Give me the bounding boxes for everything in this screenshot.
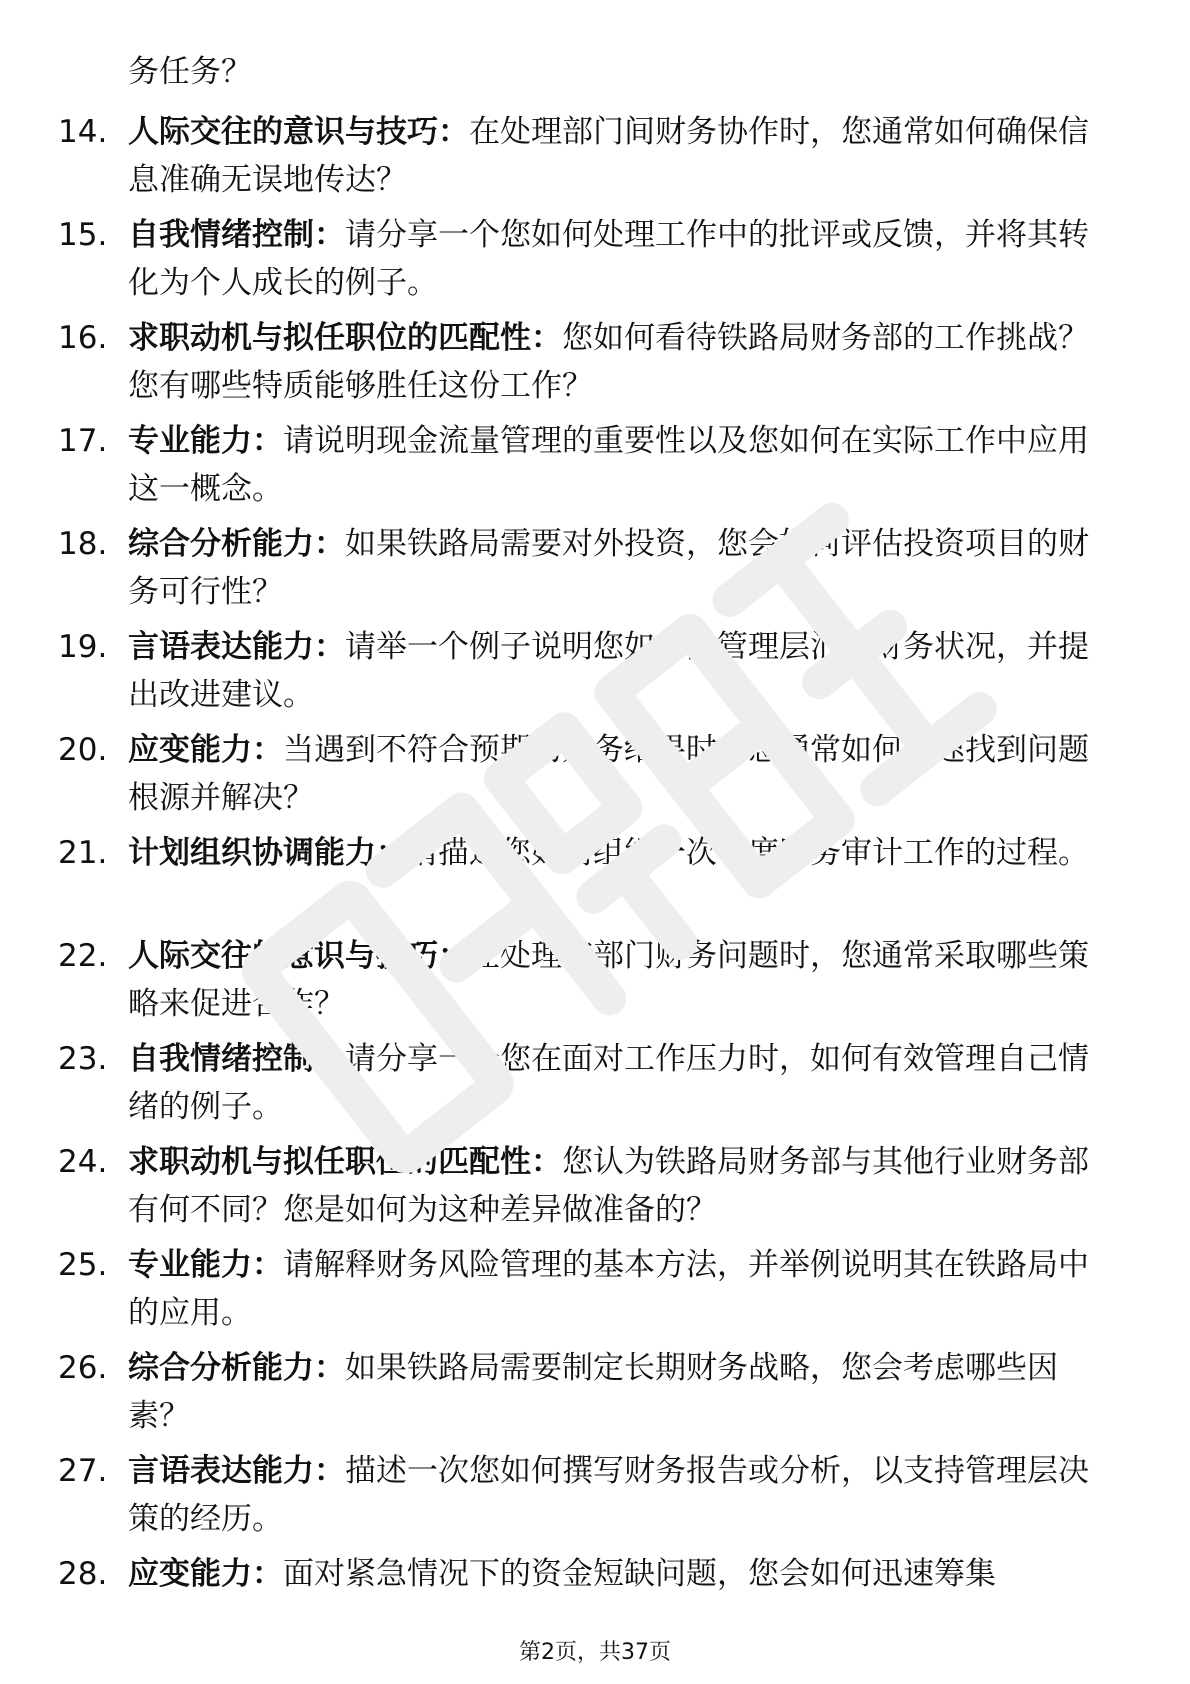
question-text: 请描述您如何组织一次年度财务审计工作的过程。 (407, 835, 1089, 871)
question-item (58, 1035, 1118, 1138)
question-text: 如果铁路局需要对外投资，您会如何评估投资项目的财务可行性？ (128, 526, 1089, 610)
question-topic: 自我情绪控制： (128, 1041, 345, 1077)
question-item (58, 726, 1118, 829)
question-topic: 应变能力： (128, 1556, 283, 1592)
question-number: 14. (58, 114, 108, 150)
question-topic: 求职动机与拟任职位的匹配性： (128, 1144, 562, 1180)
question-item (58, 1138, 1118, 1241)
question-number: 25. (58, 1247, 108, 1283)
question-number: 15. (58, 217, 108, 253)
question-topic: 人际交往的意识与技巧： (128, 114, 469, 150)
question-topic: 人际交往的意识与技巧： (128, 938, 469, 974)
question-item (58, 211, 1118, 314)
question-number: 27. (58, 1453, 108, 1489)
question-item (58, 1241, 1118, 1344)
question-number: 19. (58, 629, 108, 665)
question-topic: 综合分析能力： (128, 526, 345, 562)
question-topic: 求职动机与拟任职位的匹配性： (128, 320, 562, 356)
question-number: 20. (58, 732, 108, 768)
question-text: 请分享一个您在面对工作压力时，如何有效管理自己情绪的例子。 (128, 1041, 1089, 1125)
question-number: 22. (58, 938, 108, 974)
question-text: 请分享一个您如何处理工作中的批评或反馈，并将其转化为个人成长的例子。 (128, 217, 1089, 301)
question-text: 如果铁路局需要制定长期财务战略，您会考虑哪些因素？ (128, 1350, 1058, 1434)
question-number: 17. (58, 423, 108, 459)
question-item (58, 932, 1118, 1035)
question-list (58, 108, 1118, 1653)
page-number: 第2页，共37页 (519, 1640, 671, 1665)
question-topic: 专业能力： (128, 1247, 283, 1283)
question-number: 16. (58, 320, 108, 356)
question-text: 面对紧急情况下的资金短缺问题，您会如何迅速筹集 (283, 1556, 996, 1592)
question-text: 您如何看待铁路局财务部的工作挑战？您有哪些特质能够胜任这份工作？ (128, 320, 1089, 404)
question-text: 请说明现金流量管理的重要性以及您如何在实际工作中应用这一概念。 (128, 423, 1089, 507)
question-item (58, 108, 1118, 211)
question-number: 28. (58, 1556, 108, 1592)
question-topic: 专业能力： (128, 423, 283, 459)
question-item (58, 520, 1118, 623)
continued-question-text: 务任务？ (128, 54, 252, 90)
question-item (58, 623, 1118, 726)
question-text: 在处理跨部门财务问题时，您通常采取哪些策略来促进合作？ (128, 938, 1089, 1022)
question-topic: 言语表达能力： (128, 629, 345, 665)
question-number: 18. (58, 526, 108, 562)
question-text: 您认为铁路局财务部与其他行业财务部有何不同？您是如何为这种差异做准备的？ (128, 1144, 1089, 1228)
question-number: 26. (58, 1350, 108, 1386)
question-item (58, 314, 1118, 417)
question-item (58, 1344, 1118, 1447)
question-number: 24. (58, 1144, 108, 1180)
question-text: 在处理部门间财务协作时，您通常如何确保信息准确无误地传达？ (128, 114, 1089, 198)
question-text: 请举一个例子说明您如何向管理层汇报财务状况，并提出改进建议。 (128, 629, 1089, 713)
question-item (58, 829, 1118, 932)
question-topic: 计划组织协调能力： (128, 835, 407, 871)
question-topic: 言语表达能力： (128, 1453, 345, 1489)
question-topic: 自我情绪控制： (128, 217, 345, 253)
question-number: 21. (58, 835, 108, 871)
question-text: 描述一次您如何撰写财务报告或分析，以支持管理层决策的经历。 (128, 1453, 1089, 1537)
question-text: 当遇到不符合预期的财务结果时，您通常如何快速找到问题根源并解决？ (128, 732, 1089, 816)
question-item (58, 1447, 1118, 1550)
question-topic: 应变能力： (128, 732, 283, 768)
question-text: 请解释财务风险管理的基本方法，并举例说明其在铁路局中的应用。 (128, 1247, 1089, 1331)
question-topic: 综合分析能力： (128, 1350, 345, 1386)
question-number: 23. (58, 1041, 108, 1077)
question-item (58, 417, 1118, 520)
